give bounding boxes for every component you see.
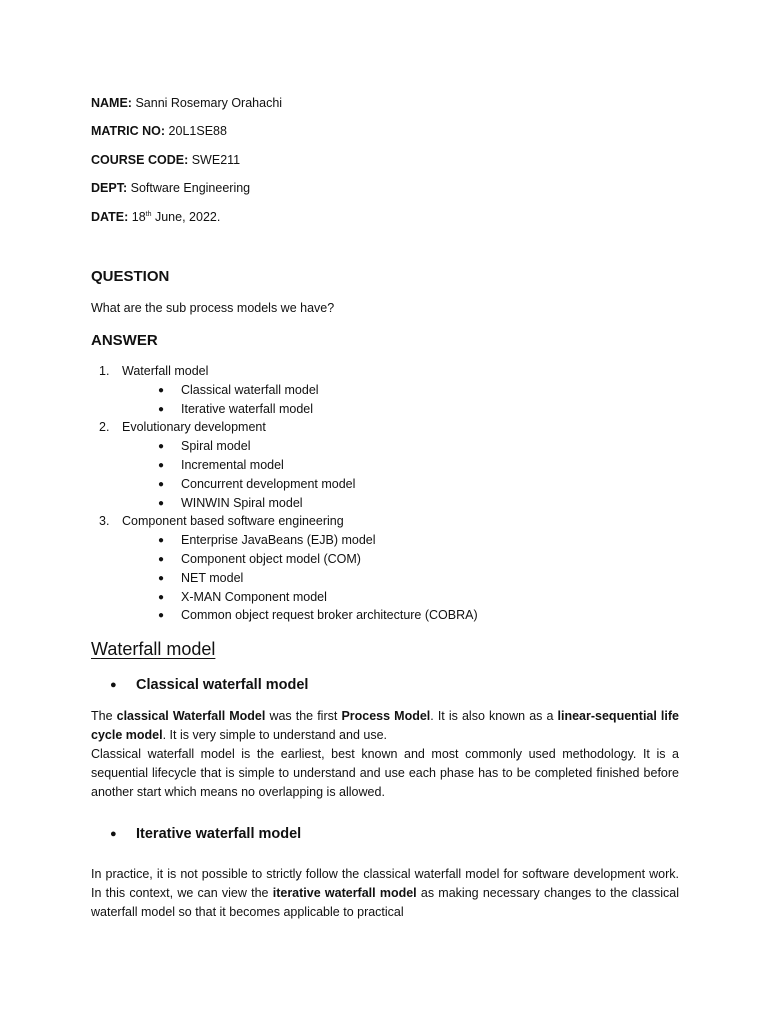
date-suffix: th (145, 210, 152, 218)
bullet-icon: ● (158, 572, 165, 584)
answer-subitem-label: Incremental model (181, 458, 284, 472)
answer-subitem (158, 456, 284, 475)
text-run: was the first (265, 709, 342, 723)
bold-run: linear-sequential life cycle model (91, 709, 679, 742)
classical-heading-text: Classical waterfall model (136, 677, 309, 693)
answer-subitem-label: Iterative waterfall model (181, 401, 314, 416)
bullet-icon: ● (110, 679, 117, 691)
answer-subitem-label: X-MAN Component model (181, 589, 327, 604)
answer-subitem (158, 588, 327, 607)
classical-paragraph-1 (91, 707, 679, 745)
text-run: The (91, 709, 117, 723)
matric-label: MATRIC NO: (91, 124, 166, 138)
answer-item-label: Evolutionary development (122, 420, 266, 435)
answer-subitem-label: NET model (181, 570, 244, 585)
text-run: . It is also known as a (430, 709, 558, 723)
classical-heading (110, 675, 308, 697)
answer-subitem-label: WINWIN Spiral model (181, 495, 303, 510)
answer-heading: ANSWER (91, 332, 158, 349)
bullet-icon: ● (158, 403, 165, 415)
answer-subitem (158, 550, 361, 569)
bold-run: Process Model (341, 709, 431, 723)
answer-subitem (158, 475, 355, 494)
bullet-icon: ● (158, 591, 165, 603)
answer-item-label: Component based software engineering (122, 514, 344, 529)
question-heading: QUESTION (91, 268, 170, 285)
answer-subitem (158, 400, 313, 419)
answer-subitem-label: Classical waterfall model (181, 382, 319, 397)
dept-line (91, 179, 250, 198)
answer-subitem-label: Component object model (COM) (181, 552, 361, 566)
answer-item (99, 418, 266, 437)
bold-run: iterative waterfall model (272, 886, 417, 900)
text-run: . It is very simple to understand and use. (162, 728, 387, 742)
bullet-icon: ● (158, 610, 165, 622)
answer-subitem (158, 494, 303, 513)
text-run: In practice, it is not possible to strictly follow the classical waterfall model for software development work. In this context, we can view the (91, 867, 679, 900)
answer-subitem (158, 381, 319, 400)
bullet-icon: ● (158, 384, 165, 396)
iterative-paragraph-1 (91, 865, 679, 922)
name-value: Sanni Rosemary Orahachi (135, 96, 283, 110)
date-label: DATE: (91, 210, 129, 224)
matric-value: 20L1SE88 (168, 124, 227, 138)
answer-subitem-label: Enterprise JavaBeans (EJB) model (181, 533, 376, 548)
date-day: 18 (131, 210, 146, 224)
bullet-icon: ● (158, 441, 165, 453)
bullet-icon: ● (110, 828, 117, 840)
bold-run: classical Waterfall Model (116, 709, 266, 723)
dept-value: Software Engineering (130, 181, 251, 195)
dept-label: DEPT: (91, 181, 128, 195)
answer-subitem (158, 531, 376, 550)
bullet-icon: ● (158, 535, 165, 547)
answer-subitem (158, 569, 243, 588)
bullet-icon: ● (158, 478, 165, 490)
date-line (91, 208, 220, 227)
text-run: as making necessary changes to the classical waterfall model so that it becomes applicable to practical (91, 886, 679, 919)
bullet-icon: ● (158, 497, 165, 509)
answer-subitem-label: Common object request broker architecture (COBRA) (181, 608, 478, 623)
bullet-icon: ● (158, 460, 165, 471)
course-value: SWE211 (191, 153, 241, 167)
answer-subitem (158, 606, 478, 625)
name-label: NAME: (91, 96, 132, 110)
matric-line (91, 122, 227, 141)
list-number: 3. (99, 514, 110, 529)
course-line (91, 151, 240, 170)
list-number: 2. (99, 420, 110, 435)
answer-item-label: Waterfall model (122, 364, 209, 378)
iterative-heading-text: Iterative waterfall model (136, 826, 302, 842)
date-rest: June, 2022. (154, 210, 221, 224)
question-text: What are the sub process models we have? (91, 301, 335, 315)
answer-subitem-label: Concurrent development model (181, 476, 356, 491)
name-line (91, 94, 282, 113)
list-number: 1. (99, 364, 110, 378)
course-label: COURSE CODE: (91, 153, 189, 167)
classical-paragraph-2: Classical waterfall model is the earliest, best known and most commonly used methodology. It is a sequential lifecycle that is simple to understand and use each phase has to be completed finished before another start which means no overlapping is allowed. (91, 747, 679, 799)
answer-item (99, 362, 208, 381)
iterative-heading (110, 824, 301, 846)
answer-item (99, 512, 344, 531)
answer-subitem-label: Spiral model (181, 439, 251, 454)
bullet-icon: ● (158, 554, 165, 565)
section-title-waterfall: Waterfall model (91, 639, 216, 659)
answer-subitem (158, 437, 250, 456)
